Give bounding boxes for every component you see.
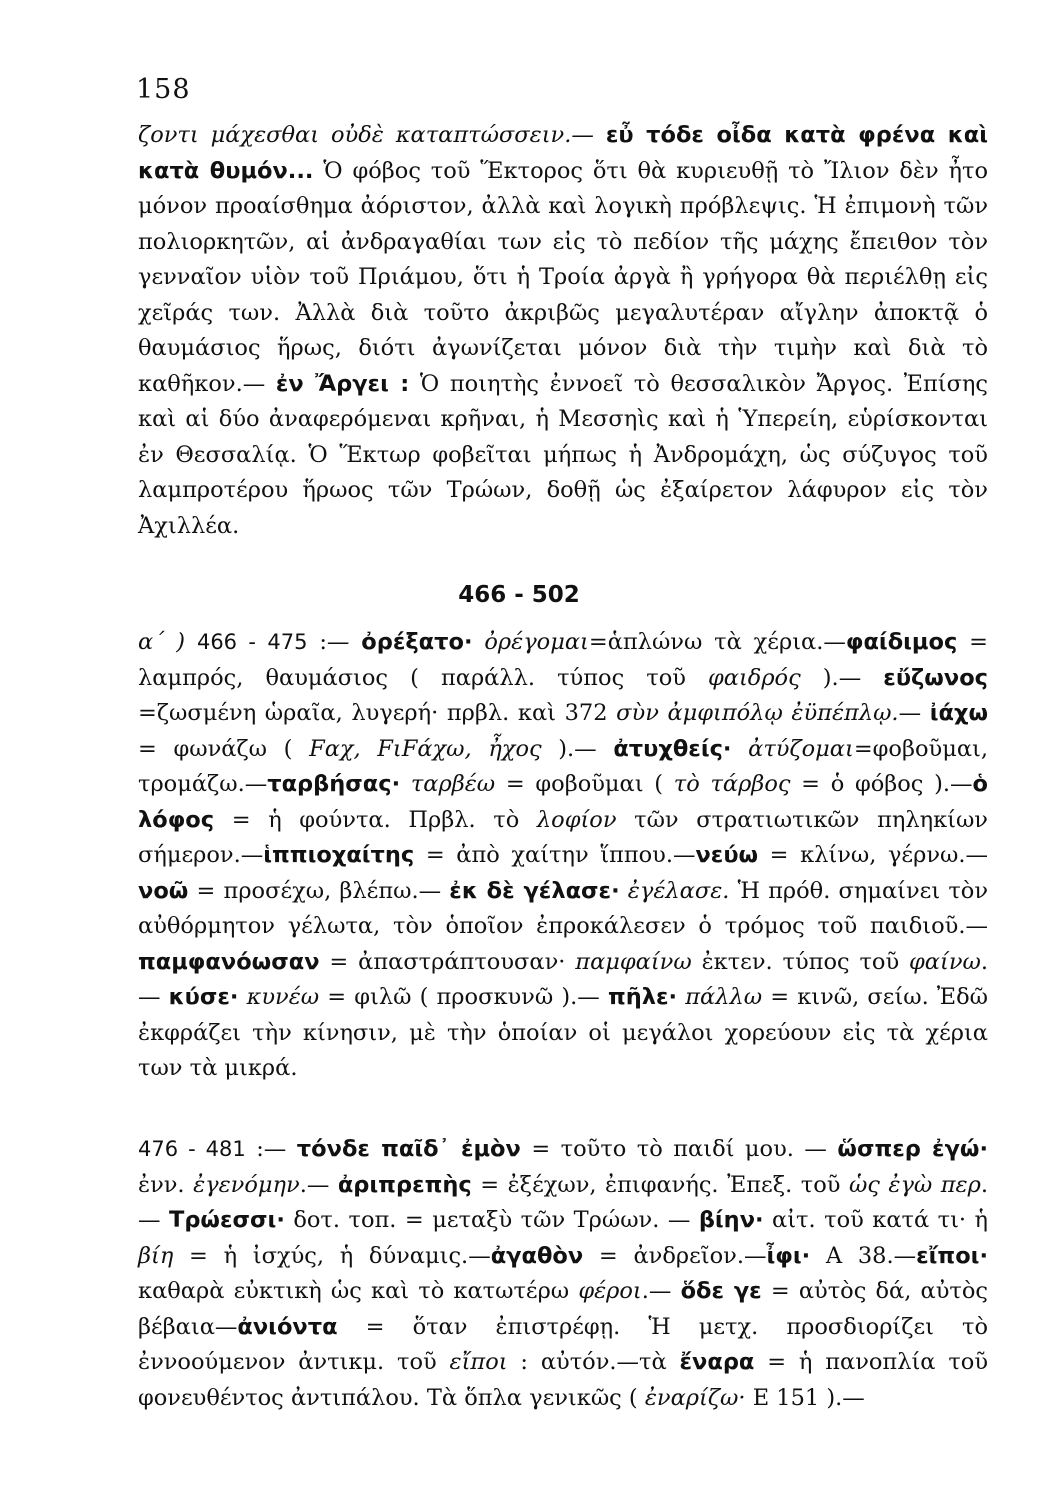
lemma-term: εὖ τόδε οἶδα κατὰ φρένα καὶ κατὰ θυμόν... [138, 122, 988, 184]
lemma-term: ἀγαθὸν [490, 1242, 584, 1269]
gloss-text: = αὐτὸς δά, αὐτὸς βέβαια— [138, 1278, 989, 1340]
lemma-term: ἐν Ἄργει : [275, 370, 410, 397]
lemma-term: παμφανόωσαν [138, 948, 320, 975]
gloss-text: καθαρὰ εὐκτικὴ ὡς καὶ τὸ κατωτέρω [138, 1278, 579, 1304]
gloss-text: = φιλῶ ( προσκυνῶ ).— [319, 984, 608, 1010]
gloss-text: .— [641, 1278, 681, 1304]
gloss-text: Ὁ ποιητὴς ἐννοεῖ τὸ θεσσαλικὸν Ἄργος. Ἐπίσης καὶ αἱ δύο ἀναφερόμεναι κρῆναι, ἡ Μεσσηὶς καὶ ἡ Ὑπερείη, εὑρίσκονται ἐν Θεσσαλίᾳ. Ὁ Ἕκτωρ φοβεῖται μήπως ἡ Ἀνδρομάχη, ὡς σύζυγος τοῦ λαμπροτέρου ἥρωος τῶν Τρώων, δοθῇ ὡς ἐξαίρετον λάφυρον εἰς τὸν Ἀχιλλέα. [138, 370, 989, 539]
gloss-text: = φωνάζω ( [138, 735, 310, 762]
lemma-term: πῆλε· [607, 984, 678, 1010]
lemma-term: ἐκ δὲ γέλασε· [449, 877, 620, 904]
italic-gloss: παμφαίνω [575, 948, 692, 975]
gloss-text: .— [299, 1171, 338, 1198]
gloss-text: = τοῦτο τὸ παιδί μου. — [520, 1136, 838, 1162]
gloss-text: = κινῶ, σείω. Ἐδῶ ἐκφράζει τὴν κίνησιν, μὲ τὴν ὁποίαν οἱ μεγάλοι χορεύουν εἰς τὰ χέρια των τὰ μικρά. [138, 984, 988, 1081]
lemma-term: εὔζωνος [883, 664, 988, 691]
gloss-text: = ὁ φόβος ).— [790, 771, 973, 797]
gloss-text: = ἡ πανοπλία τοῦ φονευθέντος ἀντιπάλου. Τὰ ὅπλα γενικῶς ( [138, 1349, 988, 1411]
lemma-term: ἔναρα [679, 1349, 755, 1375]
gloss-text: = ἀπαστράπτουσαν· [319, 948, 576, 975]
lemma-term: νεύω [695, 842, 759, 868]
italic-gloss: σὺν ἀμφιπόλῳ ἐϋπέπλῳ. [616, 700, 899, 726]
gloss-text: :— [307, 629, 362, 655]
gloss-text: αἰτ. τοῦ κατά τι· ἡ [763, 1207, 988, 1233]
italic-gloss: πάλλω [677, 984, 763, 1010]
lemma-term: ὥσπερ ἐγώ· [837, 1136, 989, 1162]
italic-gloss: κυνέω [238, 984, 320, 1010]
lemma-term: βίην· [698, 1207, 764, 1233]
gloss-text: =ἁπλώνω τὰ χέρια.— [588, 629, 846, 655]
gloss-text: = ἡ ἰσχύς, ἡ δύναμις.— [173, 1242, 491, 1269]
gloss-text: :— [245, 1136, 297, 1162]
lemma-term: κύσε· [168, 984, 239, 1010]
gloss-text: = ἡ φούντα. Πρβλ. τὸ [214, 806, 537, 833]
gloss-text: Ὁ φόβος τοῦ Ἕκτορος ὅτι θὰ κυριευθῇ τὸ Ἴλιον δὲν ἦτο μόνον προαίσθημα ἀόριστον, ἀλλὰ καὶ λογικὴ πρόβλεψις. Ἡ ἐπιμονὴ τῶν πολιορκητῶν, αἱ ἀνδραγαθίαι των εἰς τὸ πεδίον τῆς μάχης ἔπειθον τὸν γενναῖον υἱὸν τοῦ Πριάμου, ὅτι ἡ Τροία ἀργὰ ἢ γρήγορα θὰ περιέλθῃ εἰς χεῖράς των. Ἀλλὰ διὰ τοῦτο ἀκριβῶς μεγαλυτέραν αἴγλην ἀποκτᾷ ὁ θαυμάσιος ἥρως, διότι ἀγωνίζεται μόνον διὰ τὴν τιμὴν καὶ διὰ τὸ καθῆκον.— [138, 157, 988, 397]
gloss-text: = λαμπρός, θαυμάσιος ( παράλλ. τύπος τοῦ [138, 629, 988, 691]
lemma-term: νοῶ [138, 877, 189, 904]
gloss-text: : αὐτόν.—τὰ [507, 1349, 680, 1375]
gloss-text: ἐκτεν. τύπος τοῦ [691, 948, 910, 975]
italic-gloss: φαιδρός [708, 664, 801, 691]
gloss-text: = φοβοῦμαι ( [495, 771, 674, 797]
gloss-text: ).— [800, 664, 884, 691]
italic-gloss: λοφίον [536, 806, 617, 833]
lemma-term: τόνδε παῖδ᾽ ἐμὸν [296, 1136, 521, 1162]
gloss-text: ).— [541, 735, 614, 762]
italic-gloss: φαίνω [909, 948, 981, 975]
italic-gloss: εἴποι [449, 1349, 508, 1375]
gloss-text: τῶν στρατιωτικῶν πηληκίων σήμερον.— [138, 806, 988, 868]
lemma-term: ἀριπρεπὴς [337, 1171, 472, 1198]
lemma-term: ἀνιόντα [237, 1313, 338, 1340]
lemma-term: ὁ λόφος [138, 771, 988, 833]
gloss-text: = προσέχω, βλέπω.— [188, 877, 450, 904]
italic-gloss: βίη [138, 1242, 174, 1269]
lemma-term: ἶφι· [766, 1242, 811, 1269]
italic-gloss: ταρβέω [400, 771, 496, 797]
lemma-term: ἱππιοχαίτης [263, 842, 415, 868]
paragraph-text [138, 118, 988, 544]
commentary-paragraph-2 [138, 625, 988, 1087]
italic-gloss: ἐγενόμην [193, 1171, 300, 1198]
gloss-text: Ἡ πρόθ. σημαίνει τὸν αὐθόρμητον γέλωτα, τὸν ὁποῖον ἐπροκάλεσεν ὁ τρόμος τοῦ παιδιοῦ.— [138, 877, 988, 939]
italic-gloss: ζοντι μάχεσθαι οὐδὲ καταπτώσσειν.— [138, 122, 606, 148]
italic-gloss: τὸ τάρβος [673, 771, 791, 797]
gloss-text: = ὅταν ἐπιστρέφῃ. Ἡ μετχ. προσδιορίζει τὸ ἐννοούμενον ἀντικμ. τοῦ [138, 1313, 988, 1375]
italic-gloss: ἀτύζομαι [731, 735, 854, 762]
gloss-text: ἐνν. [138, 1171, 194, 1198]
lemma-term: εἴποι· [916, 1242, 988, 1269]
section-heading: 466 - 502 [458, 582, 580, 608]
commentary-paragraph-3 [138, 1132, 988, 1416]
gloss-text: Α 38.— [810, 1242, 917, 1269]
gloss-text: = ἀνδρεῖον.— [583, 1242, 767, 1269]
gloss-text: =φοβοῦμαι, τρομάζω.— [138, 735, 989, 797]
gloss-text: .— [138, 948, 988, 1010]
lemma-term: ἰάχω [929, 700, 989, 726]
italic-gloss: ὀρέγομαι [472, 629, 589, 655]
gloss-text: = ἀπὸ χαίτην ἵππου.— [414, 842, 696, 868]
gloss-text: — [898, 700, 930, 726]
lemma-term: φαίδιμος [845, 629, 958, 655]
commentary-paragraph-1 [138, 118, 988, 544]
lemma-term: ἀτυχθείς· [613, 735, 732, 762]
italic-gloss: ἐναρίζω· [644, 1384, 746, 1411]
lemma-term: ὅδε γε [680, 1278, 762, 1304]
italic-gloss: ὡς ἐγὼ περ [848, 1171, 981, 1198]
page-number: 158 [136, 74, 191, 105]
lemma-term: ὀρέξατο· [361, 629, 473, 655]
gloss-text: =ζωσμένη ὡραῖα, λυγερή· πρβλ. καὶ 372 [138, 700, 617, 726]
italic-gloss: φέροι [578, 1278, 642, 1304]
gloss-text: = ἐξέχων, ἐπιφανής. Ἐπεξ. τοῦ [471, 1171, 849, 1198]
verse-range: 476 - 481 [138, 1137, 246, 1161]
italic-gloss: Fαχ, FιFάχω, ἦχος [309, 735, 542, 762]
gloss-text: Ε 151 ).— [745, 1384, 865, 1411]
lemma-term: ταρβήσας· [267, 771, 401, 797]
lemma-term: Τρώεσσι· [168, 1207, 285, 1233]
paragraph-text [138, 625, 988, 1087]
italic-gloss: α΄ ) [138, 629, 197, 655]
gloss-text: = κλίνω, γέρνω.— [758, 842, 988, 868]
gloss-text: δοτ. τοπ. = μεταξὺ τῶν Τρώων. — [284, 1207, 699, 1233]
gloss-text: .— [138, 1171, 988, 1233]
paragraph-text [138, 1132, 988, 1416]
verse-range: 466 - 475 [196, 630, 308, 654]
italic-gloss: ἐγέλασε. [619, 877, 730, 904]
